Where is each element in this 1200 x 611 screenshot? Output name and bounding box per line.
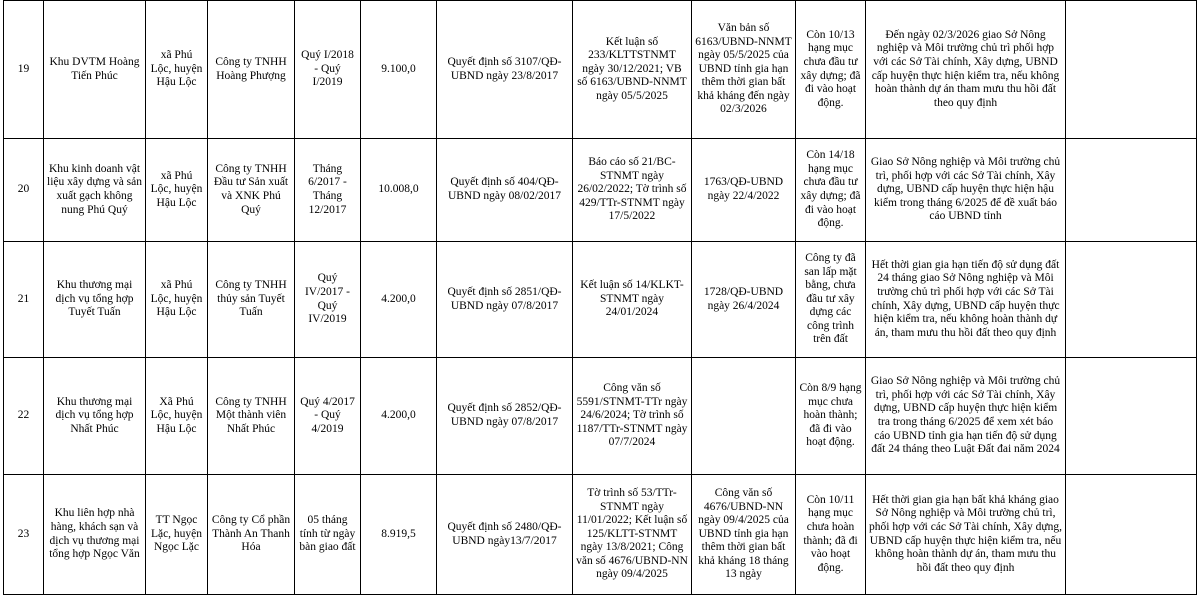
project-schedule: Tháng 6/2017 - Tháng 12/2017: [295, 139, 361, 242]
proposal-text: Giao Sở Nông nghiệp và Môi trường chủ trì, phối hợp với các Sở Tài chính, Xây dựng, UBND cấp huyện thực hiện hậu kiểm trong tháng 6/2025 để đề xuất báo cáo UBND tỉnh: [866, 139, 1066, 242]
allocation-decision: Quyết định số 3107/QĐ-UBND ngày 23/8/2017: [437, 1, 573, 139]
project-location: xã Phú Lộc, huyện Hậu Lộc: [146, 242, 208, 358]
land-area: 10.008,0: [361, 139, 437, 242]
project-table: [3, 0, 1197, 595]
allocation-decision: Quyết định số 2851/QĐ-UBND ngày 07/8/2017: [437, 242, 573, 358]
proposal-text: Đến ngày 02/3/2026 giao Sở Nông nghiệp và Môi trường chủ trì phối hợp với các Sở Tài chính, Xây dựng, UBND cấp huyện thực hiện kiểm tra, nếu không hoàn thành dự án tham mưu thu hồi đất theo quy định: [866, 1, 1066, 139]
implementation-status: Còn 10/11 hạng mục chưa hoàn thành; đã đi vào hoạt động.: [796, 475, 866, 595]
investor-name: Công ty TNHH Hoàng Phượng: [208, 1, 295, 139]
extension-document: Văn bản số 6163/UBND-NNMT ngày 05/5/2025 của UBND tỉnh gia hạn thêm thời gian bất khả kháng đến ngày 02/3/2026: [692, 1, 796, 139]
investor-name: Công ty TNHH Một thành viên Nhất Phúc: [208, 358, 295, 475]
project-schedule: Quý I/2018 - Quý I/2019: [295, 1, 361, 139]
allocation-decision: Quyết định số 2480/QĐ-UBND ngày13/7/2017: [437, 475, 573, 595]
project-name: Khu DVTM Hoàng Tiến Phúc: [44, 1, 146, 139]
extra-note: [1066, 242, 1197, 358]
project-location: xã Phú Lộc, huyện Hậu Lộc: [146, 139, 208, 242]
land-area: 4.200,0: [361, 242, 437, 358]
inspection-conclusion: Tờ trình số 53/TTr-STNMT ngày 11/01/2022; Kết luận số 125/KLTT-STNMT ngày 13/8/2021; Công văn số 4676/UBND-NN ngày 09/4/2025: [573, 475, 692, 595]
project-location: TT Ngọc Lặc, huyện Ngọc Lặc: [146, 475, 208, 595]
inspection-conclusion: Công văn số 5591/STNMT-TTr ngày 24/6/2024; Tờ trình số 1187/TTr-STNMT ngày 07/7/2024: [573, 358, 692, 475]
extra-note: [1066, 475, 1197, 595]
table-row: [4, 139, 1197, 242]
row-number: 23: [4, 475, 44, 595]
extension-document: 1763/QĐ-UBND ngày 22/4/2022: [692, 139, 796, 242]
investor-name: Công ty TNHH thủy sản Tuyết Tuấn: [208, 242, 295, 358]
project-name: Khu thương mại dịch vụ tổng hợp Tuyết Tuấn: [44, 242, 146, 358]
project-name: Khu kinh doanh vật liệu xây dựng và sản xuất gạch không nung Phú Quý: [44, 139, 146, 242]
land-area: 4.200,0: [361, 358, 437, 475]
investor-name: Công ty TNHH Đầu tư Sản xuất và XNK Phú Quý: [208, 139, 295, 242]
allocation-decision: Quyết định số 404/QĐ-UBND ngày 08/02/2017: [437, 139, 573, 242]
implementation-status: Còn 14/18 hạng mục chưa đầu tư xây dựng; đã đi vào hoạt động.: [796, 139, 866, 242]
proposal-text: Giao Sở Nông nghiệp và Môi trường chủ trì, phối hợp với các Sở Tài chính, Xây dựng, UBND cấp huyện thực hiện kiểm tra trong tháng 6/2025 để xem xét báo cáo UBND tỉnh gia hạn tiến độ sử dụng đất 24 tháng theo Luật Đất đai năm 2024: [866, 358, 1066, 475]
extra-note: [1066, 1, 1197, 139]
table-row: [4, 242, 1197, 358]
project-location: Xã Phú Lộc, huyện Hậu Lộc: [146, 358, 208, 475]
inspection-conclusion: Kết luận số 233/KLTTSTNMT ngày 30/12/2021; VB số 6163/UBND-NNMT ngày 05/5/2025: [573, 1, 692, 139]
extra-note: [1066, 358, 1197, 475]
row-number: 19: [4, 1, 44, 139]
inspection-conclusion: Báo cáo số 21/BC-STNMT ngày 26/02/2022; Tờ trình số 429/TTr-STNMT ngày 17/5/2022: [573, 139, 692, 242]
proposal-text: Hết thời gian gia hạn bất khả kháng giao Sở Nông nghiệp và Môi trường chủ trì, phối hợp với các Sở Tài chính, Xây dựng, UBND cấp huyện thực hiện kiểm tra, nếu không hoàn thành dự án, tham mưu thu hồi đất theo quy định: [866, 475, 1066, 595]
allocation-decision: Quyết định số 2852/QĐ-UBND ngày 07/8/2017: [437, 358, 573, 475]
implementation-status: Công ty đã san lấp mặt bằng, chưa đầu tư xây dựng các công trình trên đất: [796, 242, 866, 358]
land-area: 8.919,5: [361, 475, 437, 595]
project-schedule: Quý 4/2017 - Quý 4/2019: [295, 358, 361, 475]
investor-name: Công ty Cổ phần Thành An Thanh Hóa: [208, 475, 295, 595]
project-name: Khu liên hợp nhà hàng, khách sạn và dịch vụ thương mại tổng hợp Ngọc Văn: [44, 475, 146, 595]
extension-document: [692, 358, 796, 475]
extension-document: Công văn số 4676/UBND-NN ngày 09/4/2025 của UBND tỉnh gia hạn thêm thời gian bất khả kháng 18 tháng 13 ngày: [692, 475, 796, 595]
implementation-status: Còn 8/9 hạng mục chưa hoàn thành; đã đi vào hoạt động.: [796, 358, 866, 475]
project-name: Khu thương mại dịch vụ tổng hợp Nhất Phúc: [44, 358, 146, 475]
project-schedule: 05 tháng tính từ ngày bàn giao đất: [295, 475, 361, 595]
row-number: 20: [4, 139, 44, 242]
extra-note: [1066, 139, 1197, 242]
table-row: [4, 475, 1197, 595]
inspection-conclusion: Kết luận số 14/KLKT-STNMT ngày 24/01/2024: [573, 242, 692, 358]
extension-document: 1728/QĐ-UBND ngày 26/4/2024: [692, 242, 796, 358]
table-row: [4, 358, 1197, 475]
project-schedule: Quý IV/2017 - Quý IV/2019: [295, 242, 361, 358]
implementation-status: Còn 10/13 hạng mục chưa đầu tư xây dựng; đã đi vào hoạt động.: [796, 1, 866, 139]
land-area: 9.100,0: [361, 1, 437, 139]
project-location: xã Phú Lộc, huyện Hậu Lộc: [146, 1, 208, 139]
table-row: [4, 1, 1197, 139]
row-number: 21: [4, 242, 44, 358]
proposal-text: Hết thời gian gia hạn tiến độ sử dụng đất 24 tháng giao Sở Nông nghiệp và Môi trường chủ trì phối hợp với các Sở Tài chính, Xây dựng, UBND cấp huyện thực hiện kiểm tra, nếu không hoàn thành dự án, tham mưu thu hồi đất theo quy định: [866, 242, 1066, 358]
row-number: 22: [4, 358, 44, 475]
